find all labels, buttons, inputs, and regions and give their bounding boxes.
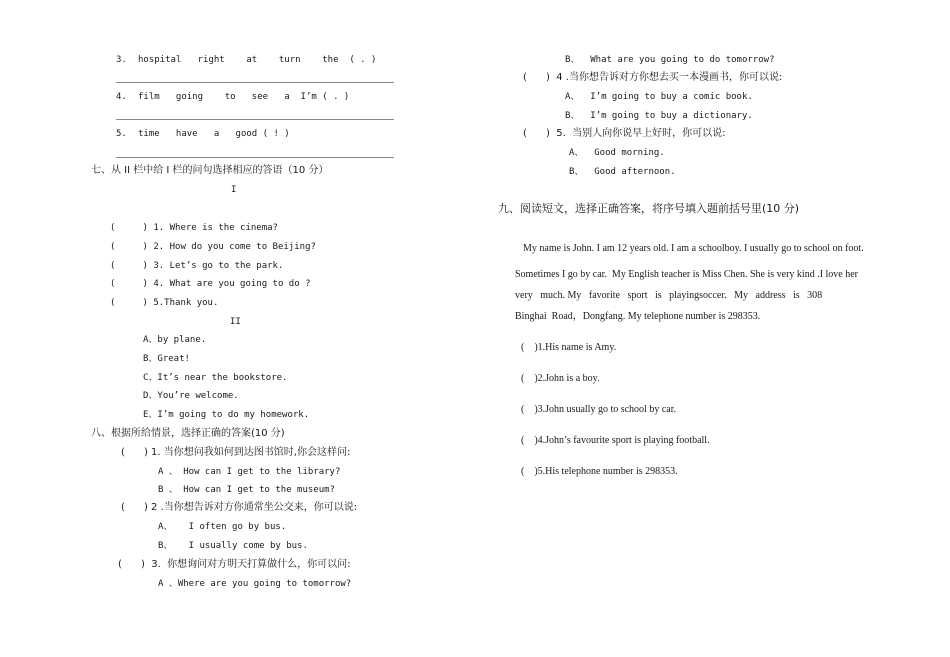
situation-option: B、 I’m going to buy a dictionary.	[565, 111, 753, 121]
section9-title: 九、阅读短文，选择正确答案，将序号填入题前括号里(10 分)	[498, 202, 800, 215]
reorder-words: hospital right at turn the ( . )	[138, 55, 377, 65]
reading-question: ( )5.His telephone number is 298353.	[521, 466, 678, 477]
situation-option: A 、Where are you going to tomorrow?	[158, 579, 352, 589]
answer-line	[116, 82, 394, 83]
section7-title: 七、从 II 栏中给 I 栏的问句选择相应的答语（10 分）	[91, 165, 329, 176]
reading-question: ( )3.John usually go to school by car.	[521, 404, 676, 415]
passage-line: very much. My favorite sport is playingsoccer. My address is 308	[515, 290, 823, 301]
situation-option: B、 I usually come by bus.	[158, 541, 308, 551]
reorder-number: 5.	[116, 129, 127, 139]
match-answer: E、I’m going to do my homework.	[143, 410, 310, 420]
situation-option: B 、 How can I get to the museum?	[158, 485, 335, 495]
reading-question: ( )4.John’s favourite sport is playing football.	[521, 435, 710, 446]
situation-option: A、 I’m going to buy a comic book.	[565, 92, 753, 102]
situation-option: A、 Good morning.	[569, 148, 665, 158]
column-ii-label: II	[230, 317, 241, 327]
situation-option: A 、 How can I get to the library?	[158, 467, 341, 477]
match-answer: C、It’s near the bookstore.	[143, 373, 288, 383]
match-question: ( ) 4. What are you going to do ?	[110, 279, 311, 289]
situation-question: ( ) 3. 你想询问对方明天打算做什么，你可以问:	[118, 559, 351, 570]
reorder-number: 3.	[116, 55, 127, 65]
passage-line: My name is John. I am 12 years old. I am a schoolboy. I usually go to school on foot.	[523, 243, 864, 254]
passage-line: Sometimes I go by car. My English teacher is Miss Chen. She is very kind .I love her	[515, 269, 859, 280]
section8-title: 八、根据所给情景，选择正确的答案(10 分)	[91, 428, 285, 439]
match-answer: B、Great!	[143, 354, 190, 364]
match-answer: D、You’re welcome.	[143, 391, 239, 401]
situation-question: ( ) 4 .当你想告诉对方你想去买一本漫画书，你可以说:	[523, 72, 783, 83]
situation-option: A、 I often go by bus.	[158, 522, 287, 532]
situation-question: ( ) 2 .当你想告诉对方你通常坐公交来，你可以说:	[121, 502, 358, 513]
match-question: ( ) 5.Thank you.	[110, 298, 219, 308]
reorder-number: 4.	[116, 92, 127, 102]
column-i-label: I	[231, 185, 237, 195]
situation-question: ( ) 1. 当你想问我如何到达图书馆时,你会这样问:	[121, 447, 351, 458]
situation-question: ( ) 5. 当别人向你说早上好时，你可以说:	[523, 128, 726, 139]
reorder-words: time have a good ( ! )	[138, 129, 290, 139]
match-question: ( ) 2. How do you come to Beijing?	[110, 242, 316, 252]
reading-question: ( )2.John is a boy.	[521, 373, 600, 384]
situation-option: B、 What are you going to do tomorrow?	[565, 55, 775, 65]
situation-option: B、 Good afternoon.	[569, 167, 676, 177]
match-question: ( ) 3. Let’s go to the park.	[110, 261, 284, 271]
match-question: ( ) 1. Where is the cinema?	[110, 223, 278, 233]
answer-line	[116, 157, 394, 158]
reorder-words: film going to see a I’m ( . )	[138, 92, 350, 102]
answer-line	[116, 119, 394, 120]
reading-question: ( )1.His name is Amy.	[521, 342, 617, 353]
passage-line: Binghai Road，Dongfang. My telephone number is 298353.	[515, 311, 761, 322]
match-answer: A、by plane.	[143, 335, 207, 345]
